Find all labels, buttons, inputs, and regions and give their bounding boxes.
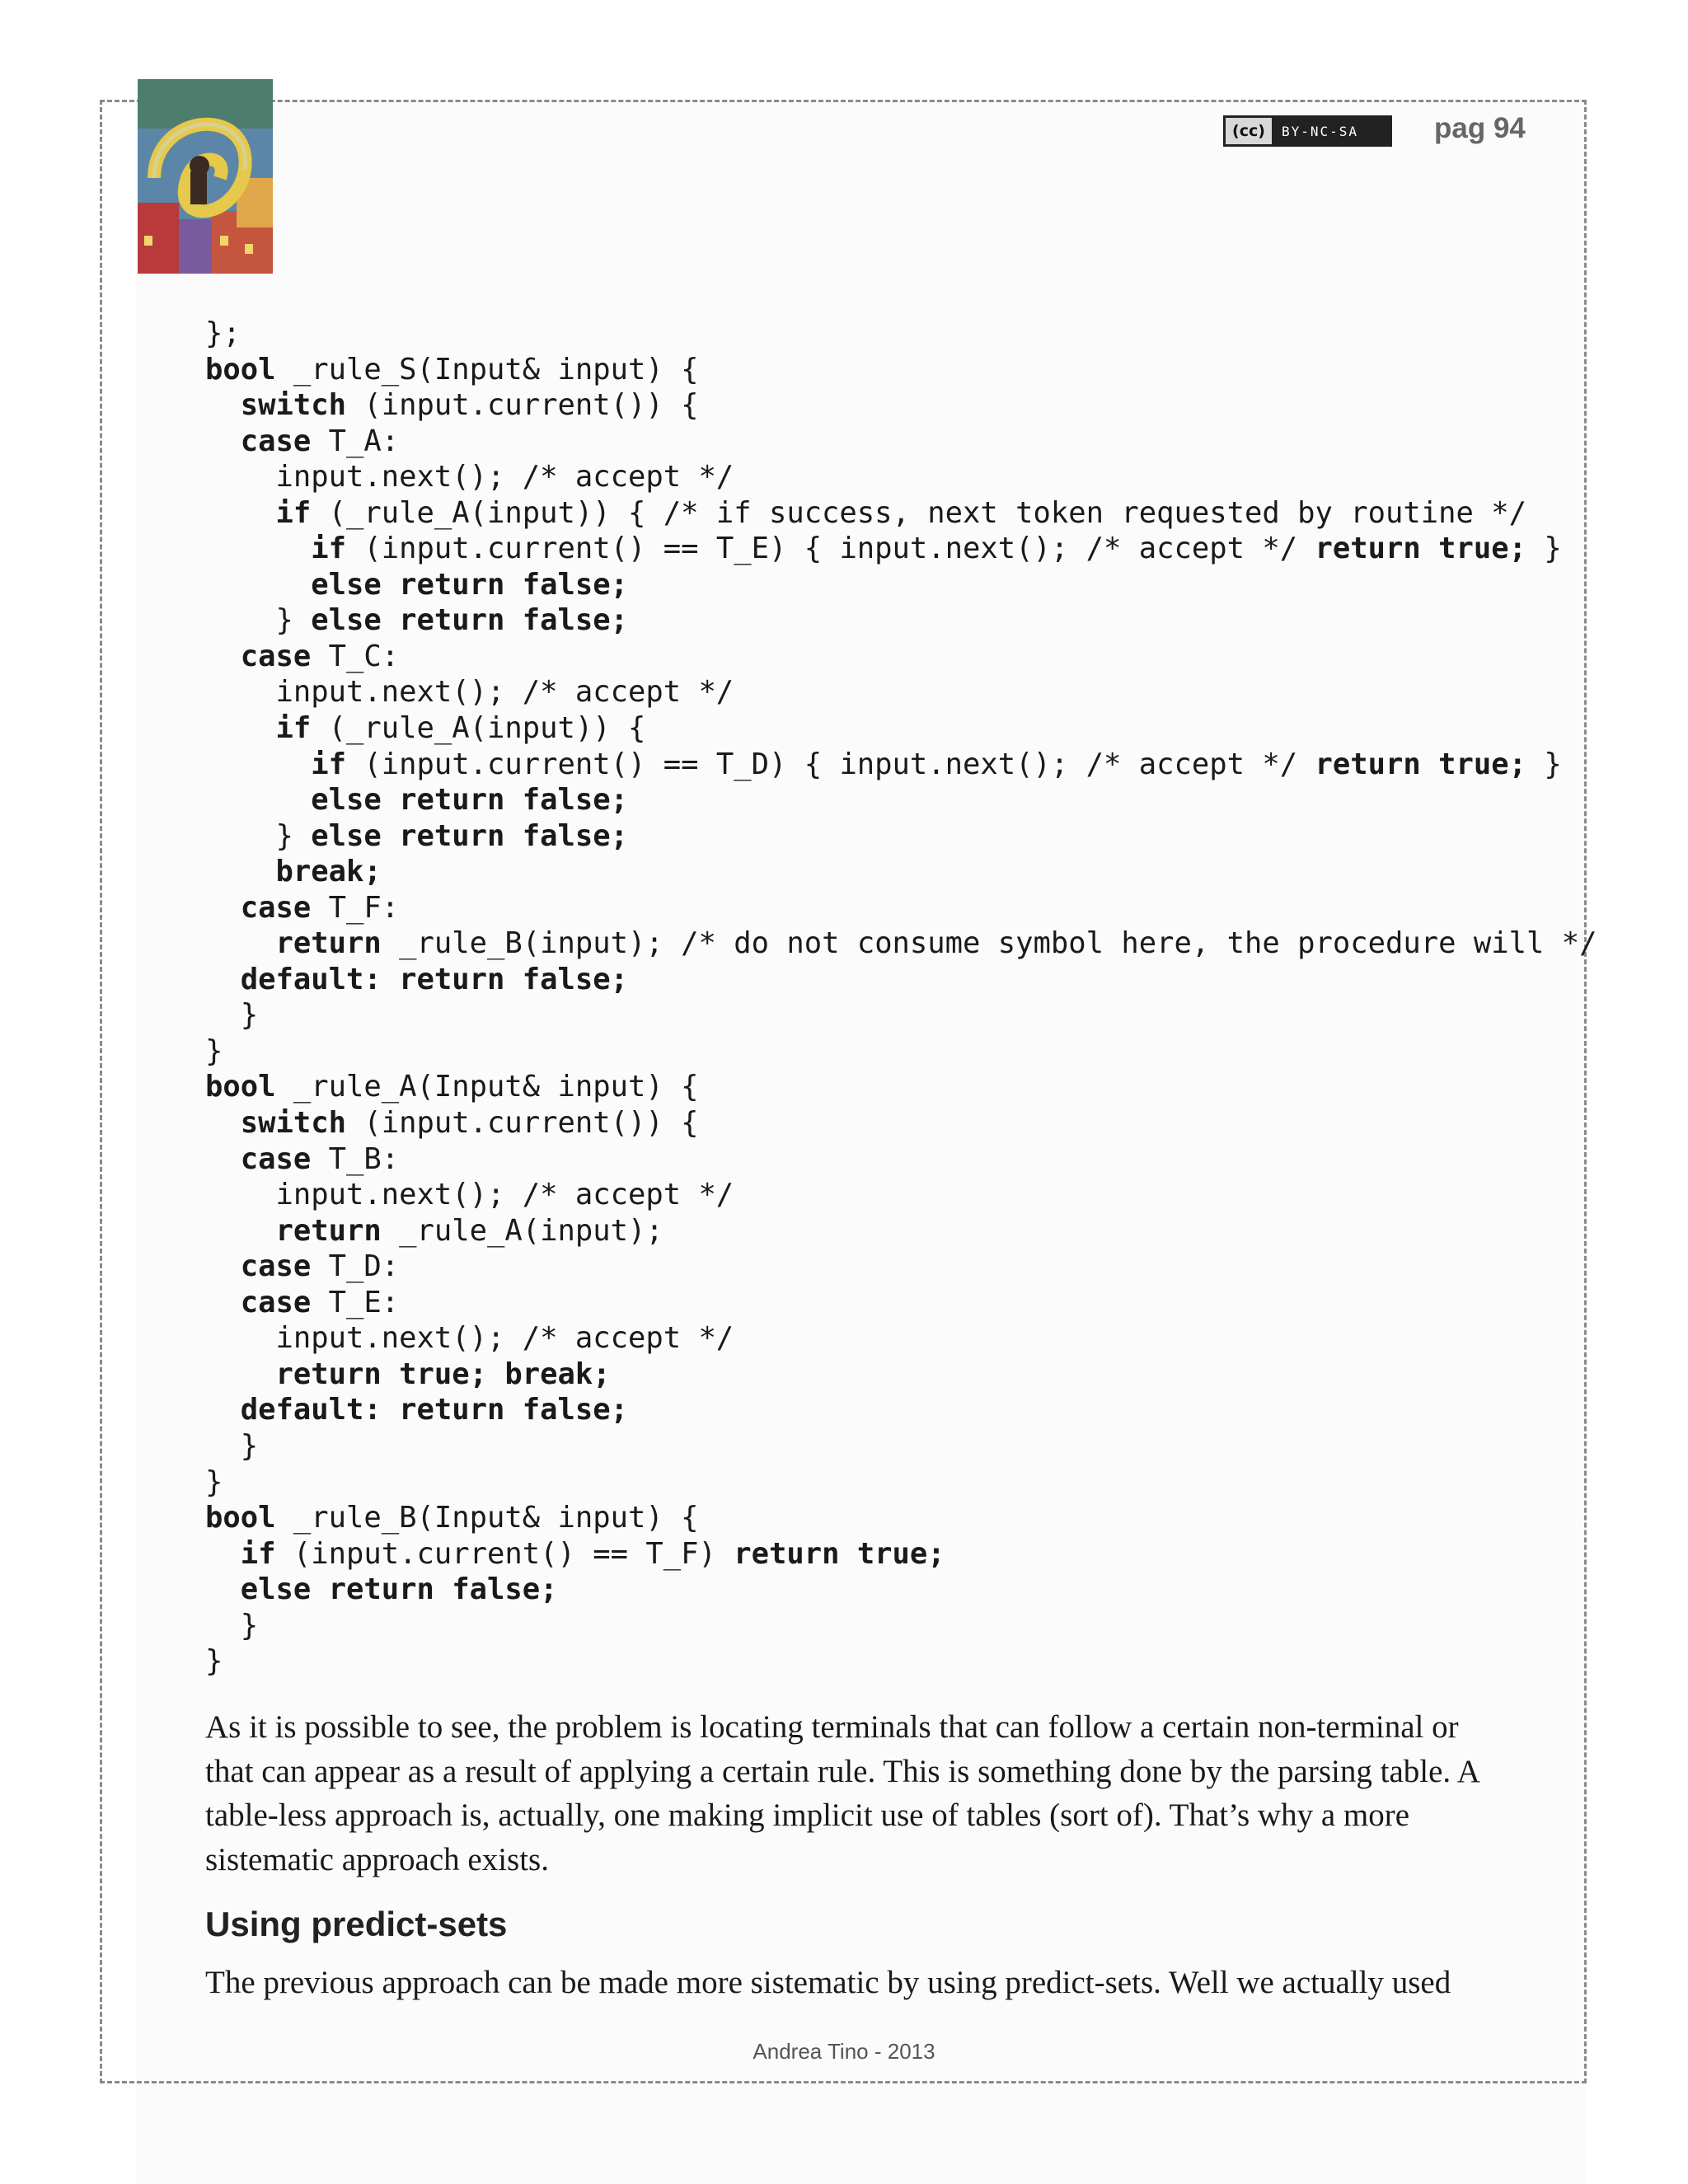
- code-text: [205, 1286, 241, 1319]
- code-line: [205, 567, 1597, 603]
- code-listing: [205, 316, 1597, 1680]
- code-line: [205, 1249, 1597, 1285]
- code-text: [205, 496, 276, 530]
- code-keyword: default: return false;: [240, 962, 628, 996]
- code-keyword: return true; break;: [275, 1357, 611, 1391]
- code-line: [205, 1285, 1597, 1321]
- code-line: [205, 674, 1597, 710]
- code-text: [205, 1249, 241, 1283]
- code-text: [205, 388, 241, 422]
- code-line: [205, 316, 1597, 352]
- code-text: T_F:: [311, 890, 400, 925]
- code-text: T_C:: [311, 639, 400, 673]
- code-keyword: if: [275, 711, 312, 746]
- code-line: [205, 459, 1597, 495]
- code-keyword: return true;: [1315, 532, 1526, 566]
- code-text: _rule_B(Input& input) {: [275, 1501, 699, 1535]
- code-keyword: case: [240, 1249, 312, 1284]
- code-keyword: return true;: [1315, 747, 1526, 781]
- code-text: [205, 1142, 241, 1176]
- code-keyword: case: [240, 890, 312, 925]
- code-text: [205, 1357, 276, 1391]
- code-line: [205, 997, 1597, 1033]
- code-keyword: if: [311, 532, 346, 566]
- code-text: }: [205, 1644, 223, 1679]
- code-text: [205, 532, 311, 565]
- code-text: [205, 1214, 276, 1248]
- code-text: _rule_A(input);: [381, 1213, 663, 1248]
- code-text: (input.current()) {: [346, 1106, 699, 1141]
- code-line: [205, 602, 1597, 639]
- code-text: };: [205, 316, 241, 350]
- code-keyword: switch: [240, 1106, 346, 1141]
- code-line: [205, 1572, 1597, 1608]
- code-text: [205, 640, 241, 673]
- code-keyword: bool: [205, 1501, 276, 1535]
- code-keyword: else return false;: [240, 1572, 558, 1607]
- body-paragraph-continued: The previous approach can be made more sistematic by using predict-sets. Well we actually used: [205, 1965, 1451, 2000]
- code-line: [205, 818, 1597, 855]
- code-text: T_A:: [311, 424, 400, 458]
- code-text: [205, 855, 276, 888]
- code-text: }: [205, 998, 259, 1033]
- code-keyword: case: [240, 639, 312, 673]
- section-heading: Using predict-sets: [205, 1905, 508, 1943]
- code-text: [205, 1572, 241, 1606]
- code-keyword: case: [240, 1141, 312, 1176]
- code-text: [205, 783, 311, 817]
- code-line: [205, 1357, 1597, 1393]
- code-text: [205, 748, 311, 781]
- code-keyword: return: [275, 926, 382, 961]
- code-text: [205, 1106, 241, 1140]
- code-keyword: else return false;: [311, 818, 628, 853]
- code-keyword: else return false;: [311, 783, 628, 818]
- code-line: [205, 1392, 1597, 1428]
- code-text: [205, 891, 241, 925]
- code-keyword: if: [240, 1536, 276, 1571]
- code-text: }: [205, 818, 312, 853]
- code-text: _rule_B(input); /* do not consume symbol here, the procedure will */: [381, 926, 1597, 961]
- code-text: T_B:: [311, 1141, 400, 1176]
- code-keyword: default: return false;: [240, 1393, 628, 1427]
- code-line: [205, 495, 1597, 532]
- code-keyword: switch: [240, 388, 346, 423]
- code-text: input.next(); /* accept */: [205, 1178, 734, 1212]
- code-text: (input.current() == T_E) { input.next(); /* accept */: [346, 532, 1315, 566]
- code-line: [205, 387, 1597, 424]
- code-keyword: bool: [205, 352, 276, 387]
- code-text: [205, 1537, 241, 1571]
- code-line: [205, 1141, 1597, 1178]
- code-text: }: [1526, 747, 1562, 781]
- code-text: }: [205, 1428, 259, 1463]
- code-text: (input.current() == T_D) { input.next(); /* accept */: [346, 747, 1315, 781]
- code-text: (input.current() == T_F): [275, 1536, 734, 1571]
- code-text: [205, 424, 241, 458]
- code-text: T_E:: [311, 1285, 400, 1319]
- code-text: input.next(); /* accept */: [205, 675, 734, 710]
- code-line: [205, 1500, 1597, 1536]
- page-number: pag 94: [1434, 112, 1526, 144]
- code-line: [205, 1465, 1597, 1501]
- code-line: [205, 352, 1597, 388]
- code-text: (input.current()) {: [346, 388, 699, 423]
- license-terms: BY-NC-SA: [1282, 123, 1359, 139]
- code-keyword: case: [240, 1285, 312, 1319]
- code-text: _rule_A(Input& input) {: [275, 1070, 699, 1104]
- code-text: }: [205, 1033, 223, 1068]
- code-line: [205, 639, 1597, 675]
- code-keyword: case: [240, 424, 312, 458]
- code-line: [205, 854, 1597, 890]
- code-line: [205, 1177, 1597, 1213]
- code-keyword: break;: [275, 855, 382, 889]
- code-text: (_rule_A(input)) { /* if success, next token requested by routine */: [311, 495, 1526, 530]
- code-text: [205, 1393, 241, 1427]
- code-keyword: else return false;: [311, 603, 628, 638]
- code-keyword: bool: [205, 1070, 276, 1104]
- code-keyword: if: [275, 495, 312, 530]
- code-line: [205, 531, 1597, 567]
- code-text: input.next(); /* accept */: [205, 1321, 734, 1356]
- cc-license-badge: [1223, 115, 1392, 147]
- code-line: [205, 1033, 1597, 1070]
- code-keyword: if: [311, 747, 346, 781]
- code-text: input.next(); /* accept */: [205, 460, 734, 494]
- code-keyword: return: [275, 1213, 382, 1248]
- code-line: [205, 962, 1597, 998]
- code-keyword: else return false;: [311, 567, 628, 602]
- code-text: _rule_S(Input& input) {: [275, 352, 699, 387]
- code-line: [205, 747, 1597, 783]
- code-text: [205, 963, 241, 996]
- code-text: (_rule_A(input)) {: [311, 711, 646, 746]
- page-footer: Andrea Tino - 2013: [753, 2039, 935, 2064]
- cc-logo: (cc): [1226, 118, 1273, 144]
- code-line: [205, 782, 1597, 818]
- code-text: }: [205, 1465, 223, 1499]
- code-line: [205, 1320, 1597, 1357]
- code-text: }: [205, 1608, 259, 1643]
- code-line: [205, 710, 1597, 747]
- code-line: [205, 1069, 1597, 1105]
- code-text: }: [205, 603, 312, 638]
- body-paragraph: As it is possible to see, the problem is locating terminals that can follow a certain non-terminal or that can appear as a result of applying a certain rule. This is something done by the parsing table. A table-less approach is, actually, one making implicit use of tables (sort of). That’s why a more sistematic approach exists.: [205, 1709, 1479, 1877]
- code-line: [205, 926, 1597, 962]
- code-text: [205, 568, 311, 602]
- code-keyword: return true;: [734, 1536, 945, 1571]
- code-line: [205, 1428, 1597, 1465]
- code-line: [205, 890, 1597, 926]
- code-text: T_D:: [311, 1249, 400, 1284]
- code-line: [205, 1213, 1597, 1249]
- code-text: [205, 711, 276, 745]
- code-line: [205, 1643, 1597, 1680]
- code-text: }: [1526, 532, 1562, 566]
- book-cover-image: [138, 79, 273, 274]
- code-line: [205, 1536, 1597, 1572]
- code-line: [205, 1608, 1597, 1644]
- code-line: [205, 424, 1597, 460]
- code-text: [205, 926, 276, 960]
- code-line: [205, 1105, 1597, 1141]
